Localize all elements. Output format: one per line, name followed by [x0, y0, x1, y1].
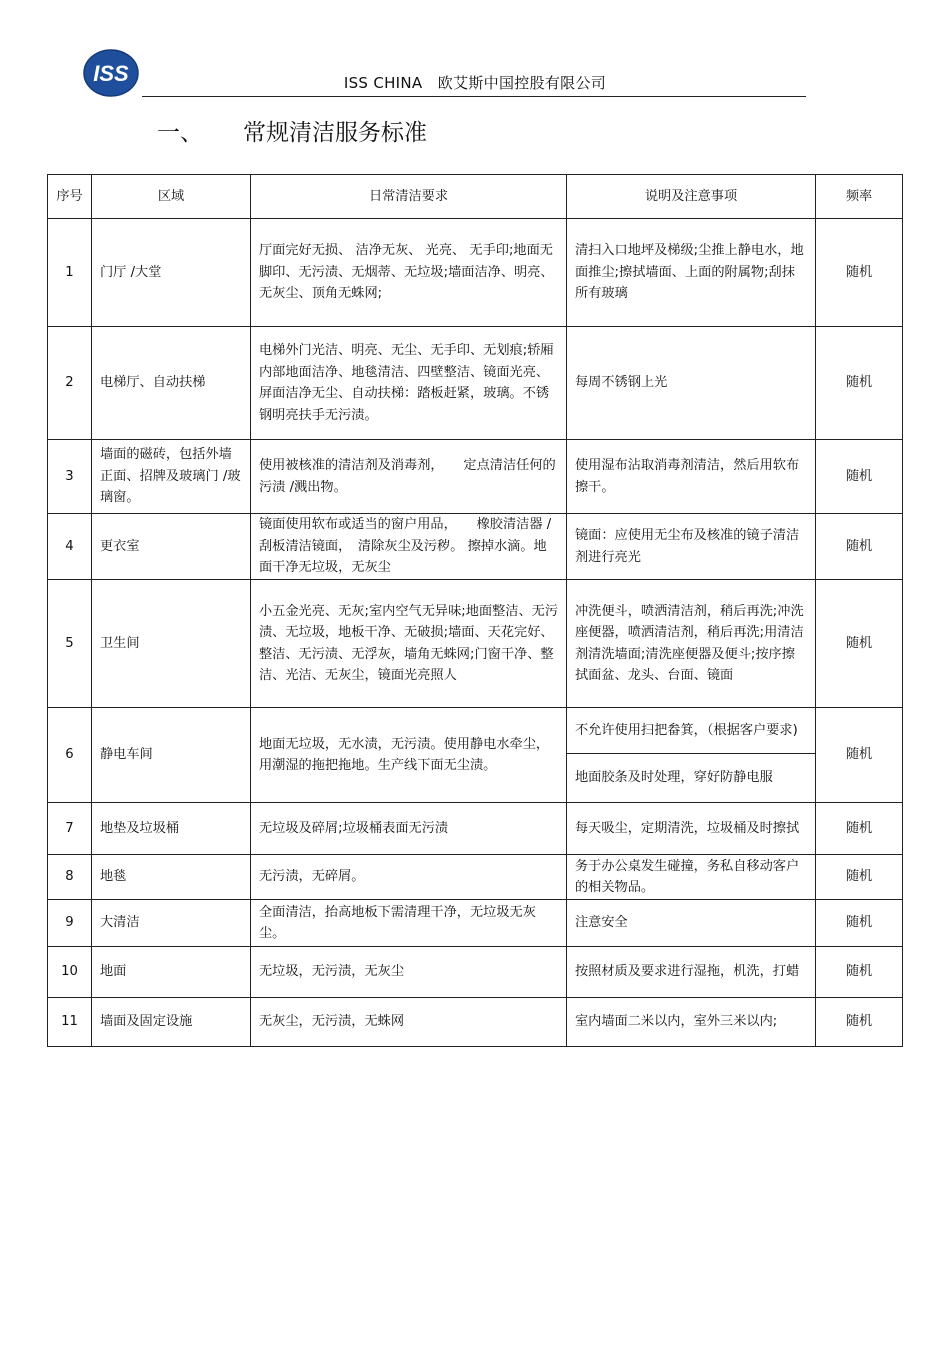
table-row: [48, 580, 903, 708]
row-daily: 地面无垃圾，无水渍，无污渍。使用静电水牵尘，用潮湿的拖把拖地。生产线下面无尘渍。: [251, 708, 567, 803]
row-notes: 按照材质及要求进行湿拖，机洗，打蜡: [567, 947, 816, 998]
table-row: [48, 327, 903, 440]
row-notes: 务于办公桌发生碰撞，务私自移动客户的相关物品。: [567, 855, 816, 900]
row-daily: 镜面使用软布或适当的窗户用品， 橡胶清洁器 /刮板清洁镜面， 清除灰尘及污秽。 擦掉水滴。地面干净无垃圾，无灰尘: [251, 514, 567, 580]
header-no: 序号: [48, 175, 92, 219]
row-area: 地面: [92, 947, 251, 998]
header-notes: 说明及注意事项: [567, 175, 816, 219]
row-area: 门厅 /大堂: [92, 219, 251, 327]
row-area: 地垫及垃圾桶: [92, 803, 251, 855]
row-no: 6: [48, 708, 92, 803]
row-area: 墙面的磁砖，包括外墙正面、招牌及玻璃门 /玻璃窗。: [92, 440, 251, 514]
row-notes: 每周不锈钢上光: [567, 327, 816, 440]
row-daily: 使用被核准的清洁剂及消毒剂， 定点清洁任何的污渍 /溅出物。: [251, 440, 567, 514]
row-no: 7: [48, 803, 92, 855]
row-area: 静电车间: [92, 708, 251, 803]
row-freq: 随机: [816, 514, 903, 580]
row-daily: 电梯外门光洁、明亮、无尘、无手印、无划痕;轿厢内部地面洁净、地毯清洁、四壁整洁、镜面光亮、屏面洁净无尘、自动扶梯：踏板赶紧，玻璃。不锈钢明亮扶手无污渍。: [251, 327, 567, 440]
row-no: 1: [48, 219, 92, 327]
row-daily: 无灰尘，无污渍，无蛛网: [251, 998, 567, 1047]
row-daily: 无污渍，无碎屑。: [251, 855, 567, 900]
row-daily: 小五金光亮、无灰;室内空气无异味;地面整洁、无污渍、无垃圾，地板干净、无破损;墙面、天花完好、整洁、无污渍、无浮灰，墙角无蛛网;门窗干净、整洁、光洁、无灰尘，镜面光亮照人: [251, 580, 567, 708]
row-notes: 地面胶条及时处理，穿好防静电服: [567, 754, 816, 803]
table-row: [48, 803, 903, 855]
row-no: 8: [48, 855, 92, 900]
row-area: 卫生间: [92, 580, 251, 708]
table-row: [48, 514, 903, 580]
row-freq: 随机: [816, 219, 903, 327]
row-freq: 随机: [816, 855, 903, 900]
row-area: 电梯厅、自动扶梯: [92, 327, 251, 440]
row-no: 2: [48, 327, 92, 440]
row-freq: 随机: [816, 708, 903, 803]
table-row: [48, 900, 903, 947]
row-freq: 随机: [816, 327, 903, 440]
row-notes: 冲洗便斗，喷洒清洁剂，稍后再洗;冲洗座便器，喷洒清洁剂，稍后再洗;用清洁剂清洗墙面;清洗座便器及便斗;按序擦拭面盆、龙头、台面、镜面: [567, 580, 816, 708]
cleaning-standards-table: [47, 174, 903, 1047]
row-freq: 随机: [816, 900, 903, 947]
row-no: 11: [48, 998, 92, 1047]
row-daily: 无垃圾，无污渍，无灰尘: [251, 947, 567, 998]
header-divider: [142, 96, 806, 97]
row-notes: 使用湿布沾取消毒剂清洁，然后用软布擦干。: [567, 440, 816, 514]
row-area: 更衣室: [92, 514, 251, 580]
row-freq: 随机: [816, 998, 903, 1047]
table-row: [48, 947, 903, 998]
row-daily: 厅面完好无损、 洁净无灰、 光亮、 无手印;地面无脚印、无污渍、无烟蒂、无垃圾;墙面洁净、明亮、无灰尘、顶角无蛛网;: [251, 219, 567, 327]
row-no: 4: [48, 514, 92, 580]
header-area: 区域: [92, 175, 251, 219]
company-header: ISS CHINA 欧艾斯中国控股有限公司: [343, 74, 607, 92]
row-notes: 注意安全: [567, 900, 816, 947]
table-row: [48, 998, 903, 1047]
section-title-text: 常规清洁服务标准: [243, 120, 427, 146]
table-row: [48, 855, 903, 900]
row-area: 墙面及固定设施: [92, 998, 251, 1047]
row-area: 地毯: [92, 855, 251, 900]
row-no: 10: [48, 947, 92, 998]
row-notes: 每天吸尘，定期清洗，垃圾桶及时擦拭: [567, 803, 816, 855]
section-title: [157, 114, 427, 147]
header-daily: 日常清洁要求: [251, 175, 567, 219]
row-no: 9: [48, 900, 92, 947]
row-daily: 全面清洁，抬高地板下需清理干净，无垃圾无灰尘。: [251, 900, 567, 947]
row-freq: 随机: [816, 440, 903, 514]
table-row: [48, 440, 903, 514]
row-notes: 室内墙面二米以内，室外三米以内;: [567, 998, 816, 1047]
table-row: [48, 219, 903, 327]
row-notes: 镜面：应使用无尘布及核准的镜子清洁剂进行亮光: [567, 514, 816, 580]
row-freq: 随机: [816, 947, 903, 998]
section-number: 一、: [157, 120, 203, 146]
table-row: [48, 708, 903, 754]
row-notes: 清扫入口地坪及梯级;尘推上静电水，地面推尘;擦拭墙面、上面的附属物;刮抹所有玻璃: [567, 219, 816, 327]
row-freq: 随机: [816, 803, 903, 855]
header-freq: 频率: [816, 175, 903, 219]
row-freq: 随机: [816, 580, 903, 708]
row-daily: 无垃圾及碎屑;垃圾桶表面无污渍: [251, 803, 567, 855]
row-no: 5: [48, 580, 92, 708]
table-header-row: [48, 175, 903, 219]
logo-text: ISS: [93, 61, 129, 86]
row-notes: 不允许使用扫把畚箕，（根据客户要求): [567, 708, 816, 754]
row-area: 大清洁: [92, 900, 251, 947]
row-no: 3: [48, 440, 92, 514]
